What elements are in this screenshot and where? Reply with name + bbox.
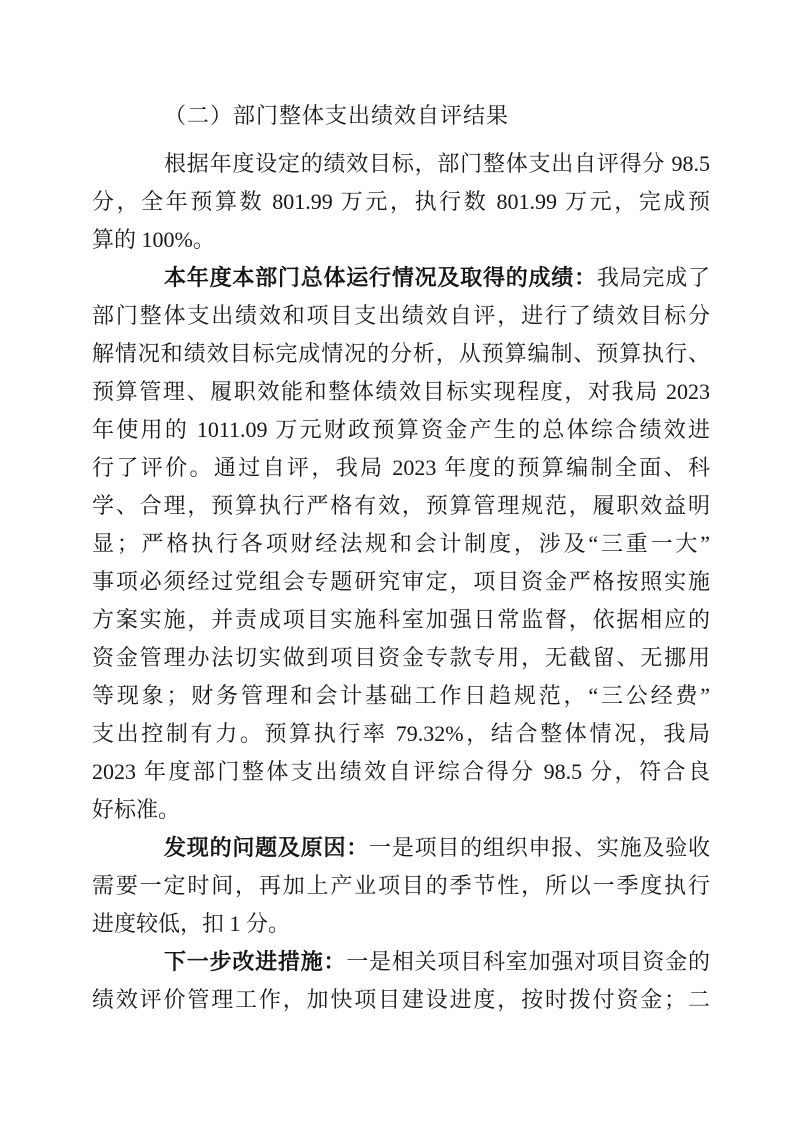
text-line [92,335,710,373]
para-overall-operation [92,259,710,829]
text-run: 进度较低，扣 1 分。 [92,911,291,936]
text-line [92,449,710,487]
text-run: 算的 100%。 [92,227,215,252]
text-run: 学、合理，预算执行严格有效，预算管理规范，履职效益明 [92,493,710,518]
text-run: 支出控制有力。预算执行率 79.32%，结合整体情况，我局 [92,721,710,746]
text-line [92,221,710,259]
para-improvement-measures [92,943,710,1019]
section-heading: （二）部门整体支出绩效自评结果 [164,103,510,128]
text-line [92,259,710,297]
document-body [92,97,710,1019]
text-line [92,411,710,449]
bold-text-run: 发现的问题及原因： [164,835,370,860]
text-line [92,791,710,829]
text-line [92,829,710,867]
text-run: 等现象；财务管理和会计基础工作日趋规范，“三公经费” [92,683,710,708]
text-run: 一是项目的组织申报、实施及验收 [369,835,710,860]
text-line [92,753,710,791]
text-run: 2023 年度部门整体支出绩效自评综合得分 98.5 分，符合良 [92,759,710,784]
text-run: 我局完成了 [596,265,710,290]
text-line [92,487,710,525]
text-run: 部门整体支出绩效和项目支出绩效自评，进行了绩效目标分 [92,303,710,328]
text-line [92,145,710,183]
text-line [92,639,710,677]
text-line [92,563,710,601]
text-line [92,297,710,335]
text-run: 预算管理、履职效能和整体绩效目标实现程度，对我局 2023 [92,379,710,404]
bold-text-run: 本年度本部门总体运行情况及取得的成绩： [164,265,597,290]
text-run: 一是相关项目科室加强对项目资金的 [346,949,710,974]
text-run: 需要一定时间，再加上产业项目的季节性，所以一季度执行 [92,873,710,898]
para-problems-found [92,829,710,943]
text-line [92,905,710,943]
text-line [92,183,710,221]
text-run: 事项必须经过党组会专题研究审定，项目资金严格按照实施 [92,569,710,594]
text-line [92,715,710,753]
text-run: 行了评价。通过自评，我局 2023 年度的预算编制全面、科 [92,455,710,480]
text-run: 资金管理办法切实做到项目资金专款专用，无截留、无挪用 [92,645,710,670]
text-line [92,601,710,639]
text-line [92,981,710,1019]
text-line [92,373,710,411]
para-self-eval-score [92,145,710,259]
text-run: 分，全年预算数 801.99 万元，执行数 801.99 万元，完成预 [92,189,710,214]
text-run: 绩效评价管理工作，加快项目建设进度，按时拨付资金；二 [92,987,710,1012]
text-run: 解情况和绩效目标完成情况的分析，从预算编制、预算执行、 [92,341,710,366]
paragraphs [92,145,710,1019]
text-line [92,525,710,563]
text-run: 方案实施，并责成项目实施科室加强日常监督，依据相应的 [92,607,710,632]
text-run: 年使用的 1011.09 万元财政预算资金产生的总体综合绩效进 [92,417,710,442]
text-line [92,677,710,715]
text-line [92,867,710,905]
text-run: 显；严格执行各项财经法规和会计制度，涉及“三重一大” [92,531,710,556]
bold-text-run: 下一步改进措施： [164,949,347,974]
text-run: 好标准。 [92,797,181,822]
text-run: 根据年度设定的绩效目标，部门整体支出自评得分 98.5 [164,151,710,176]
text-line [92,943,710,981]
